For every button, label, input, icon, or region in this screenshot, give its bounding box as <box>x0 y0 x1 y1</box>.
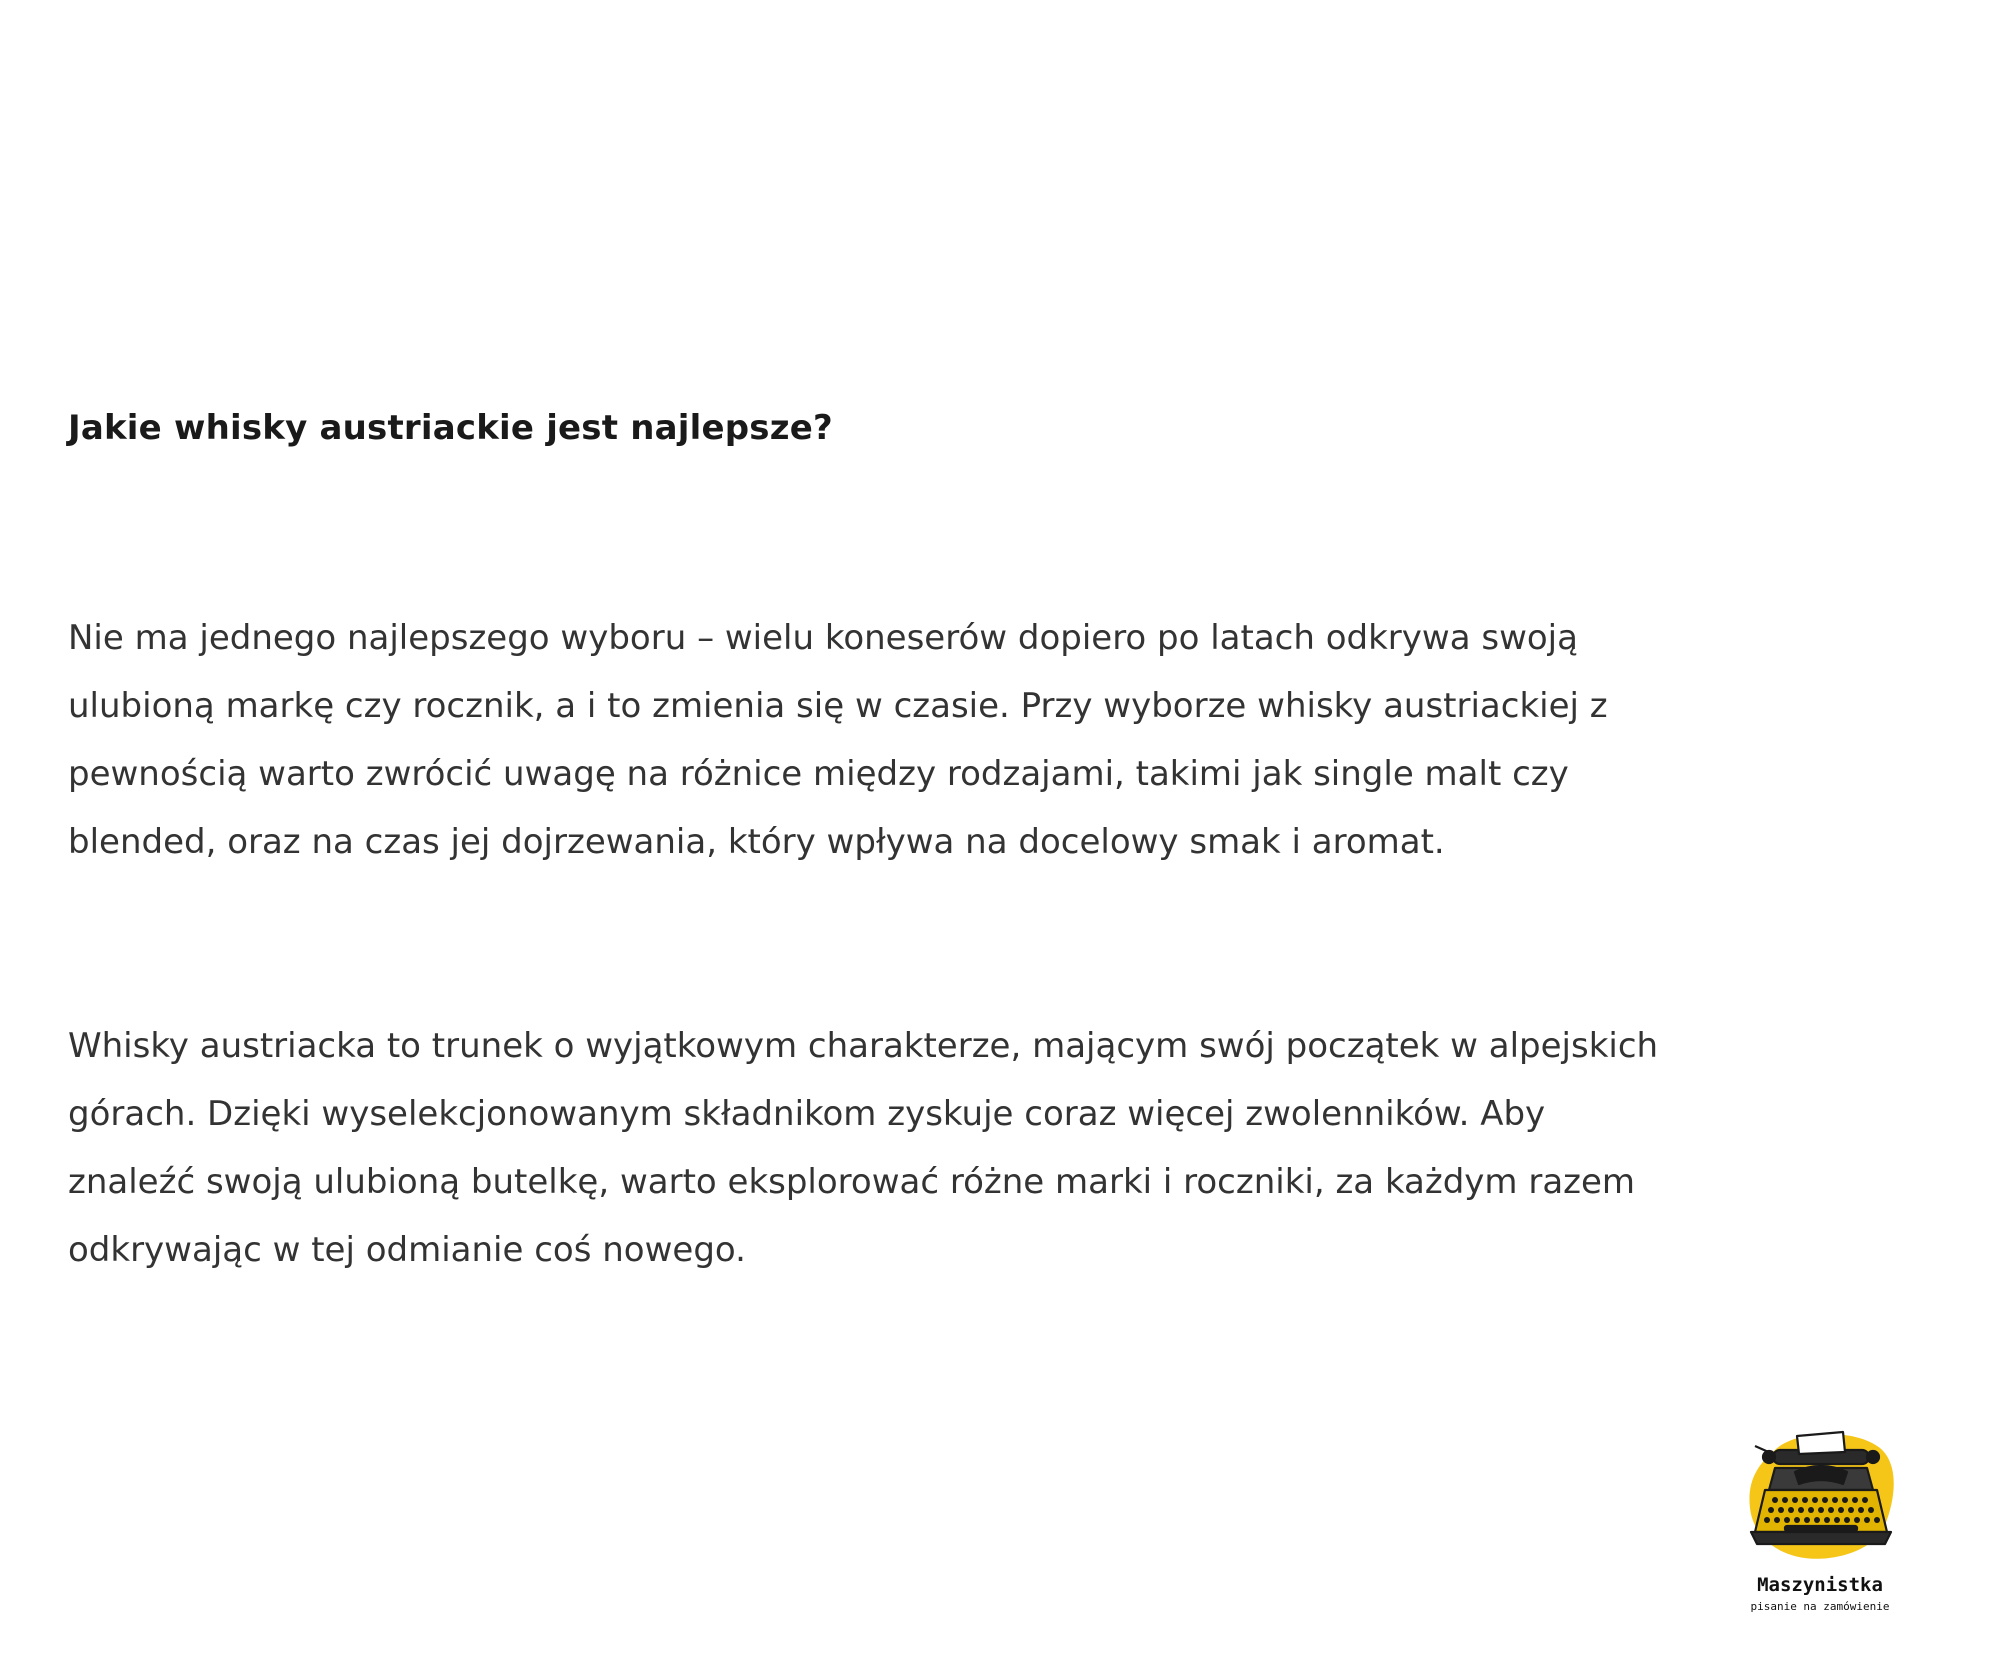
article-heading: Jakie whisky austriackie jest najlepsze? <box>68 408 833 448</box>
typewriter-icon <box>1730 1420 1910 1570</box>
paragraph-line: znaleźć swoją ulubioną butelkę, warto eksplorować różne marki i roczniki, za każdym razem <box>68 1162 1636 1202</box>
paragraph-line: Nie ma jednego najlepszego wyboru – wielu koneserów dopiero po latach odkrywa swoją <box>68 618 1578 658</box>
paragraph-line: odkrywając w tej odmianie coś nowego. <box>68 1230 746 1270</box>
paragraph-line: pewnością warto zwrócić uwagę na różnice między rodzajami, takimi jak single malt czy <box>68 754 1569 794</box>
paragraph-line: górach. Dzięki wyselekcjonowanym składnikom zyskuje coraz więcej zwolenników. Aby <box>68 1094 1546 1134</box>
paragraph-line: Whisky austriacka to trunek o wyjątkowym charakterze, mającym swój początek w alpejskich <box>68 1026 1659 1066</box>
article-paragraph <box>68 1012 1948 1284</box>
logo-name: Maszynistka <box>1757 1574 1883 1596</box>
paragraph-line: ulubioną markę czy rocznik, a i to zmienia się w czasie. Przy wyborze whisky austriackiej z <box>68 686 1608 726</box>
logo-tagline: pisanie na zamówienie <box>1750 1600 1890 1613</box>
article-paragraph <box>68 604 1948 876</box>
brand-logo <box>1730 1420 1910 1613</box>
paragraph-line: blended, oraz na czas jej dojrzewania, który wpływa na docelowy smak i aromat. <box>68 822 1445 862</box>
